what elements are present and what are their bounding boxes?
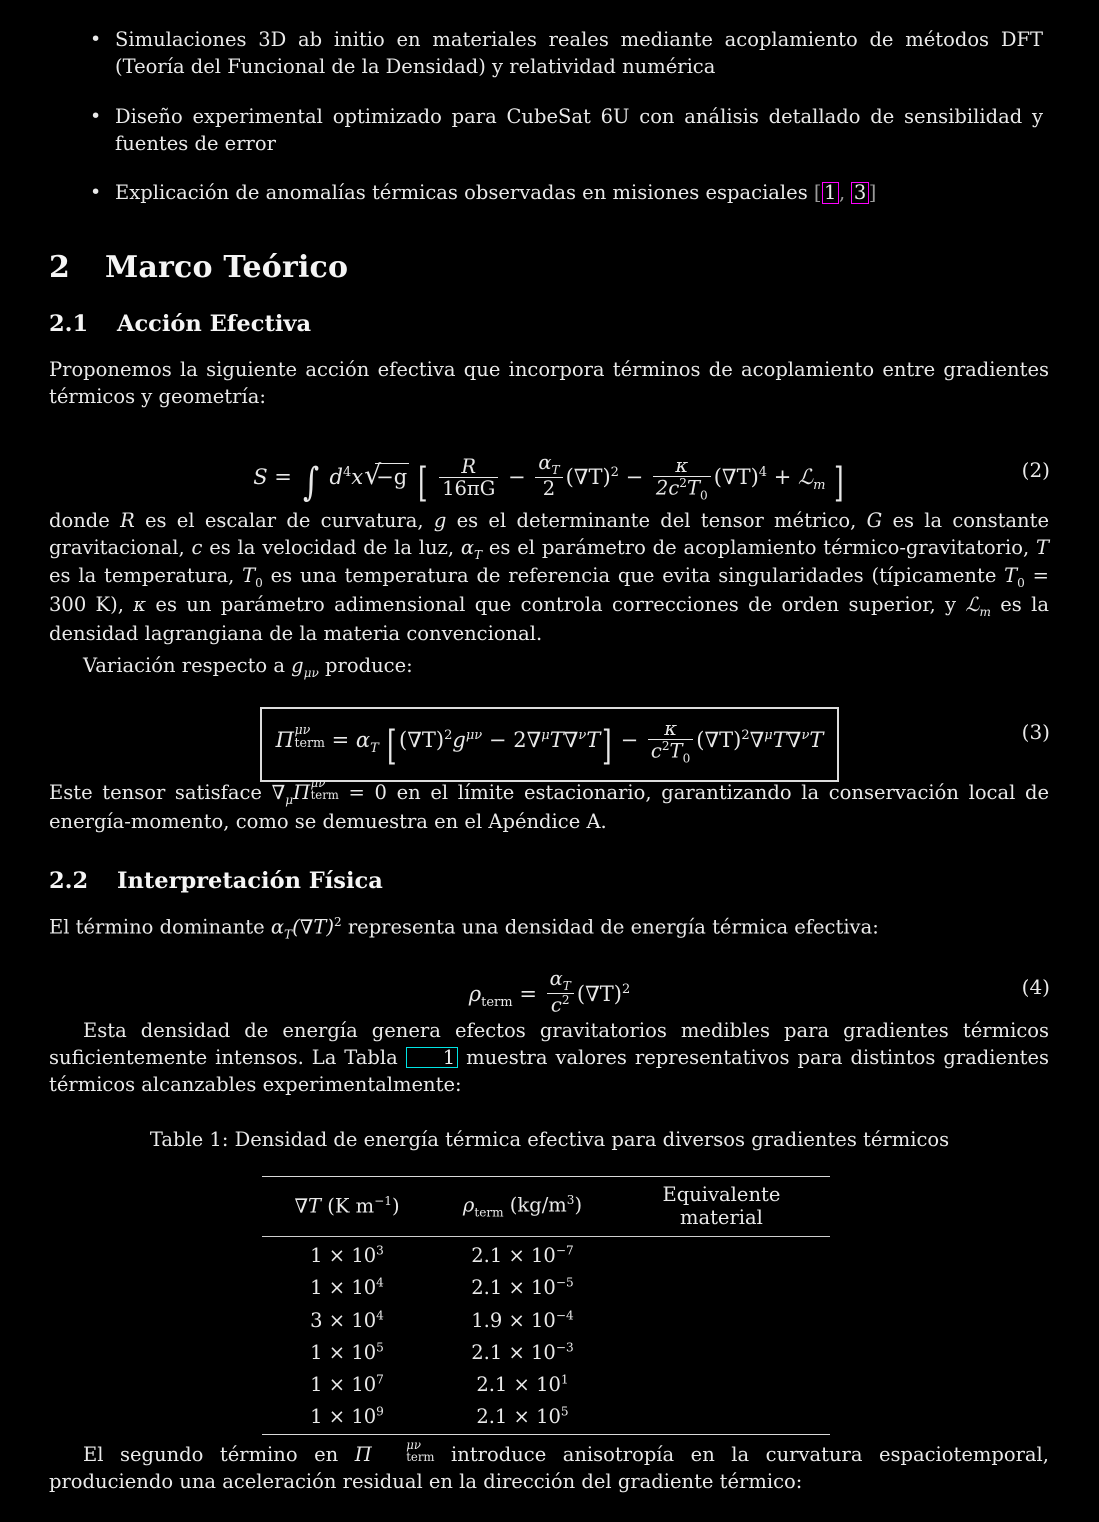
- bullet-dot-icon: •: [90, 104, 102, 127]
- cell-material: [613, 1401, 830, 1434]
- subsection-title: Interpretación Física: [117, 868, 383, 894]
- citation-link-3[interactable]: 3: [851, 182, 868, 204]
- equation-3-box: [260, 707, 840, 782]
- cell-rho: $2.1 \times 10^{-3}$: [471, 1340, 574, 1364]
- equation-4-number: (4): [1021, 975, 1050, 999]
- subsection-title: Acción Efectiva: [117, 311, 312, 337]
- paragraph-table-intro: Esta densidad de energía genera efectos gravitatorios medibles para gradientes térmicos suficientemente intensos. La Tabla 1 muestra valores representativos para distintos gradientes térmicos alcanzables experimentalmente:: [49, 1019, 1050, 1096]
- list-item-text: Explicación de anomalías térmicas observadas en misiones espaciales: [115, 181, 814, 205]
- cell-rho: $2.1 \times 10^{-5}$: [471, 1275, 574, 1300]
- section-title: Marco Teórico: [105, 250, 349, 285]
- list-item-text: Simulaciones 3D ab initio en materiales reales mediante acoplamiento de métodos DFT (Teoría del Funcional de la Densidad) y relatividad numérica: [115, 28, 1043, 79]
- cell-rho: $2.1 \times 10^1$: [476, 1372, 569, 1397]
- cell-material: [613, 1237, 830, 1273]
- citation-bracket-open: [: [813, 181, 822, 205]
- subsection-heading-2-1: [49, 311, 311, 337]
- sqrt-icon: √ −g: [364, 463, 409, 489]
- integral-icon: ∫: [302, 459, 319, 505]
- equation-2-body: S = ∫ $d^4x$ √ −g [ $\frac{R}{16\pi G}$ − $\frac{\alpha_T}{2}$ $(\nabla T)^2$ − $\frac{\kappa}{2c^2T_0}$ $(\nabla T)^4$ + ℒ$_m$ ]: [253, 465, 846, 489]
- section-heading-2: [49, 250, 348, 285]
- paragraph-second-term: El segundo término en Π μν term introduce anisotropía en la curvatura espaciotemporal, produciendo una aceleración residual en la dirección del gradiente térmico:: [49, 1438, 1049, 1493]
- cell-gradient: $1 \times 10^9$: [262, 1401, 432, 1434]
- cell-rho: $1.9 \times 10^{-4}$: [471, 1308, 574, 1332]
- equation-3-body: Π μν term = $\alpha_T$ $[(\nabla T)^2g^{\mu\nu} - 2\nabla^\mu T\nabla^\nu T]$ − $\frac{\kappa}{c^2T_0}$ $(\nabla T)^2\nabla^\mu T\nabla^\nu T$: [275, 717, 824, 769]
- table-row: [262, 1272, 830, 1304]
- bullet-dot-icon: •: [90, 28, 102, 50]
- subsection-heading-2-2: [49, 868, 383, 894]
- table-caption-text: Densidad de energía térmica efectiva para diversos gradientes térmicos: [234, 1128, 950, 1151]
- cell-gradient: $1 \times 10^5$: [310, 1340, 384, 1364]
- list-item: [88, 103, 1043, 158]
- paragraph-dominant-term: El término dominante $\alpha_T(\nabla T)^2$ representa una densidad de energía térmica efectiva:: [49, 915, 879, 942]
- table-header-row: [262, 1177, 830, 1237]
- table-body: [262, 1237, 830, 1435]
- equation-2-number: (2): [1021, 458, 1050, 482]
- bullet-dot-icon: •: [90, 181, 102, 204]
- equation-4: [0, 968, 1099, 1016]
- cell-material: [613, 1305, 830, 1337]
- bullet-list: [88, 26, 1043, 206]
- cell-gradient: $1 \times 10^4$: [310, 1275, 384, 1300]
- subsection-number: 2.1: [49, 311, 89, 337]
- citation-bracket-close: ]: [868, 181, 877, 205]
- cell-material: [613, 1272, 830, 1304]
- paragraph-definitions: donde R es el escalar de curvatura, g es el determinante del tensor métrico, G es la constante gravitacional, c es la velocidad de la luz, $\alpha_T$ es el parámetro de acoplamiento térmico-gravitatorio, T es la temperatura, $T_0$ es una temperatura de referencia que evita singularidades (típicamente $T_0 = 300$ K), κ es un parámetro adimensional que controla correcciones de orden superior, y ℒ$_m$ es la densidad lagrangiana de la materia convencional.: [49, 509, 1049, 645]
- table-reference-link[interactable]: 1: [406, 1047, 458, 1069]
- table-header-gradient: ∇T (K $m^{-1}$): [294, 1194, 400, 1218]
- equation-3-number: (3): [1021, 720, 1050, 744]
- subsection-number: 2.2: [49, 868, 89, 894]
- paragraph-variation: Variación respecto a $g_{\mu\nu}$ produce:: [83, 654, 413, 680]
- data-table: [262, 1176, 830, 1435]
- table-header: [262, 1177, 830, 1237]
- cell-material: [613, 1369, 830, 1401]
- paragraph-accion-efectiva: Proponemos la siguiente acción efectiva que incorpora términos de acoplamiento entre gradientes térmicos y geometría:: [49, 358, 1049, 408]
- table-row: [262, 1401, 830, 1434]
- table-caption-label: Table 1:: [149, 1128, 229, 1151]
- section-number: 2: [49, 250, 71, 285]
- equation-4-body: $\rho_{term}$ = $\frac{\alpha_T}{c^2}$ $(\nabla T)^2$: [468, 967, 631, 1017]
- cell-gradient: $3 \times 10^4$: [310, 1308, 384, 1332]
- table-row: [262, 1237, 830, 1273]
- list-item: [88, 179, 1043, 206]
- list-item-text: Diseño experimental optimizado para CubeSat 6U con análisis detallado de sensibilidad y fuentes de error: [115, 104, 1043, 155]
- cell-gradient: $1 \times 10^3$: [262, 1237, 432, 1273]
- table-row: [262, 1369, 830, 1401]
- table-header-material: Equivalente material: [662, 1183, 781, 1229]
- cell-gradient: $1 \times 10^7$: [310, 1372, 384, 1397]
- cell-material: [613, 1337, 830, 1369]
- cell-rho: $2.1 \times 10^{-7}$: [432, 1237, 613, 1273]
- equation-3: [0, 707, 1099, 782]
- table-caption: [0, 1128, 1099, 1151]
- list-item: [88, 26, 1043, 81]
- table-header-rho: $\rho_{term}$ $(kg/m^3)$: [462, 1192, 583, 1220]
- citation-separator: ,: [838, 181, 852, 205]
- equation-2: [0, 452, 1099, 506]
- paragraph-conservation: Este tensor satisface $\nabla_\mu\Pi$ μν term = 0 en el límite estacionario, garantizando la conservación local de energía-momento, como se demuestra en el Apéndice A.: [49, 776, 1050, 833]
- citation-link-1[interactable]: 1: [822, 182, 839, 204]
- table-row: [262, 1337, 830, 1369]
- cell-rho: $2.1 \times 10^5$: [432, 1401, 613, 1434]
- table-row: [262, 1305, 830, 1337]
